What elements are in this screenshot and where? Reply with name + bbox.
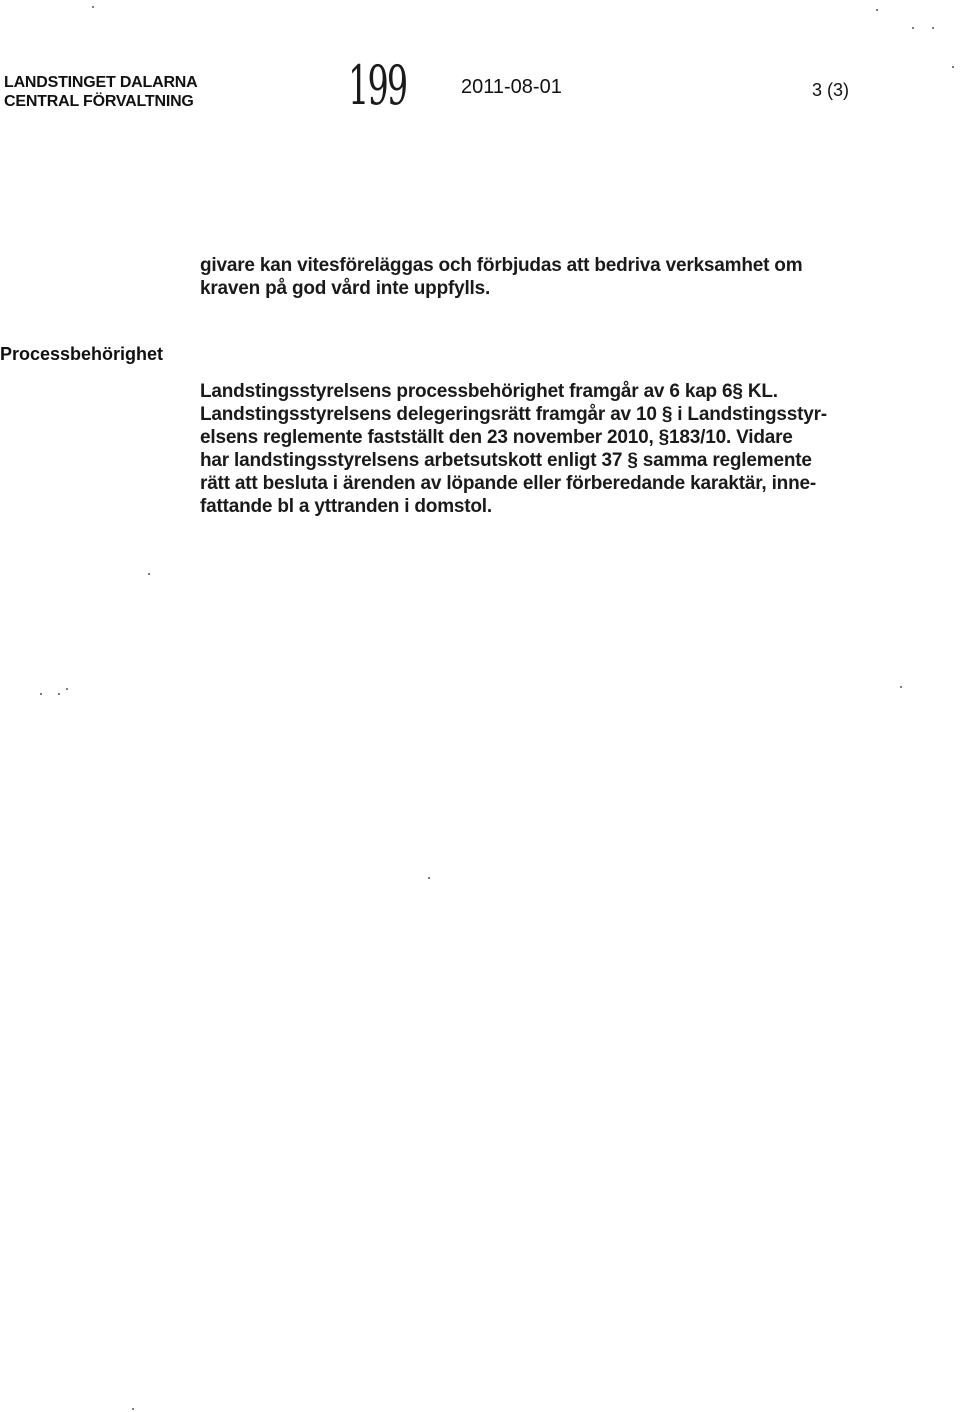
document-date: 2011-08-01	[461, 76, 562, 98]
scan-speck	[132, 1408, 134, 1410]
scan-speck	[40, 693, 42, 695]
section-paragraph	[200, 380, 890, 518]
scan-speck	[148, 573, 150, 575]
scan-speck	[876, 9, 878, 11]
text-line: kraven på god vård inte uppfylls.	[200, 278, 491, 299]
org-line-1: LANDSTINGET DALARNA	[4, 74, 198, 91]
scan-speck	[932, 27, 934, 29]
text-line: givare kan vitesföreläggas och förbjudas att bedriva verksamhet om	[200, 255, 803, 276]
text-line: Landstingsstyrelsens processbehörighet framgår av 6 kap 6§ KL.	[200, 381, 778, 402]
scan-speck	[900, 686, 902, 688]
text-line: fattande bl a yttranden i domstol.	[200, 496, 492, 517]
scan-speck	[912, 27, 914, 29]
org-line-2: CENTRAL FÖRVALTNING	[4, 93, 194, 110]
scan-speck	[428, 877, 430, 879]
text-line: Landstingsstyrelsens delegeringsrätt framgår av 10 § i Landstingsstyr-	[200, 404, 827, 425]
scan-speck	[952, 66, 954, 68]
text-line: har landstingsstyrelsens arbetsutskott enligt 37 § samma reglemente	[200, 450, 812, 471]
scan-speck	[66, 688, 68, 690]
organization-name	[4, 73, 198, 111]
text-line: elsens reglemente fastställt den 23 november 2010, §183/10. Vidare	[200, 427, 793, 448]
page-number: 3 (3)	[812, 80, 850, 100]
scan-speck	[92, 6, 94, 8]
scan-speck	[58, 693, 60, 695]
handwritten-page-number: 199	[348, 54, 407, 117]
text-line: rätt att besluta i ärenden av löpande eller förberedande karaktär, inne-	[200, 473, 816, 494]
paragraph-continuation	[200, 254, 890, 300]
section-heading: Processbehörighet	[0, 344, 164, 364]
